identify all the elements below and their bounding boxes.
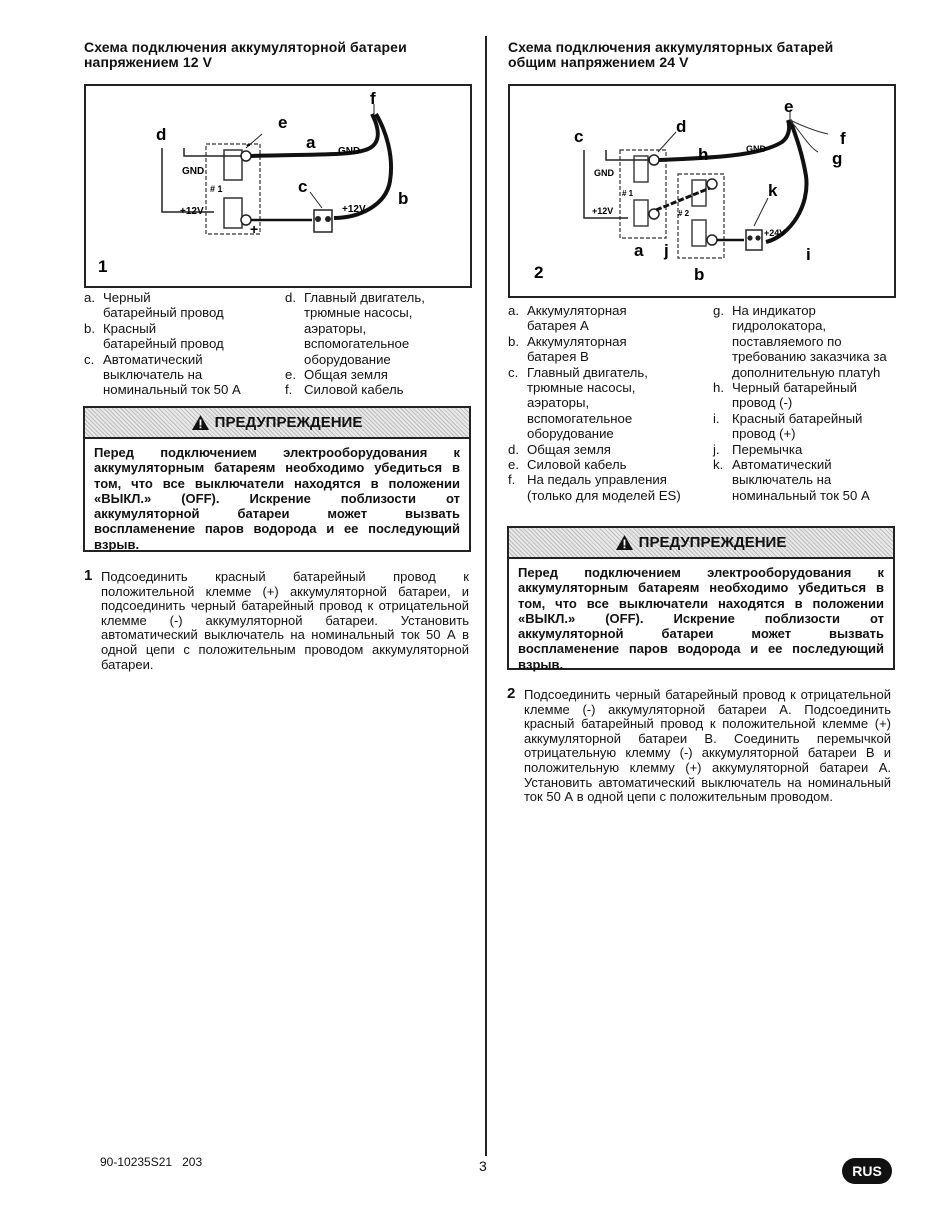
step-1-number: 1 [84,567,93,584]
left-title [84,40,474,70]
legend-text: Красный батарейный провод [103,320,224,352]
breaker-stud-2 [325,216,331,222]
legend-key: f. [285,382,293,398]
right-legend-col1 [508,303,708,503]
label-e: e [784,97,794,116]
step-1-text: Подсоединить красный батарейный провод к положительной клемме (+) аккумуляторной батареи, и подсоединить черный батарейный провод к отрицательной клемме (-) аккумуляторной батареи. Установить автоматический выключатель на номинальный ток 50 А в одной цепи с положительным проводом аккумуляторной батареи. [101,569,469,672]
plus-sign: + [250,221,259,237]
legend-text: Силовой кабель [304,382,404,398]
left-legend-col2 [285,290,475,398]
legend-key: h. [713,380,724,396]
battery-a-negative [649,155,659,165]
figure-1-number: 1 [98,257,108,276]
battery-cell-bottom [224,198,242,228]
label-d: d [156,125,167,144]
breaker-stud-2 [755,235,760,240]
legend-text: Главный двигатель, трюмные насосы, аэраторы, вспомогательное оборудование [527,364,648,442]
battery-1-label: # 1 [622,189,634,198]
warning-triangle-icon [616,535,633,550]
doc-code-text: 203 [182,1155,203,1169]
pointer-c [310,192,322,208]
left-title-line2: напряжением 12 V [84,54,213,70]
plus12-right-label: +12V [342,204,366,215]
warning-triangle-icon [192,415,209,430]
red-cable [334,114,391,218]
label-g: g [832,149,843,168]
legend-item [713,457,898,503]
legend-text: Общая земля [527,441,611,457]
plus12-label: +12V [592,206,614,216]
legend-key: d. [285,290,296,305]
label-d: d [676,117,687,136]
gnd-wire [184,148,242,156]
legend-key: c. [508,364,519,380]
legend-text: Аккумуляторная батарея А [527,303,627,334]
gnd-label-battery: GND [182,166,205,177]
label-i: i [806,245,811,264]
legend-item [713,380,898,411]
label-h: h [698,145,709,164]
legend-text: Красный батарейный провод (+) [732,410,863,442]
minus-sign: - [246,136,251,152]
warning-text: Перед подключением электрооборудования к аккумуляторным батареям необходимо убедиться в том, что все выключатели находятся в положении «ВЫКЛ.» (OFF). Искрение поблизости от аккумуляторной батареи может вызвать воспламенение паров водорода и ее последующий взрыв. [94,445,460,552]
legend-item [508,457,708,472]
legend-key: g. [713,303,724,318]
legend-key: a. [508,303,519,318]
warning-heading [509,528,893,559]
label-a: a [306,133,316,152]
figure-2-box [508,84,896,298]
plus24-label: +24V [764,228,786,238]
left-title-line1: Схема подключения аккумуляторной батареи [84,39,407,55]
legend-key: a. [84,290,95,305]
legend-item [285,290,475,367]
gnd-label-battery: GND [594,168,614,178]
left-legend-col1 [84,290,284,398]
figure-2-number: 2 [534,263,544,282]
label-a: a [634,241,644,260]
legend-text: На педаль управления (только для моделей ES) [527,472,681,503]
language-badge: RUS [842,1158,892,1184]
legend-text: Автоматический выключатель на номинальный ток 50 А [103,351,241,398]
legend-text: Силовой кабель [527,457,627,473]
battery-label: # 1 [210,184,223,194]
doc-number-text: 90-10235S21 [100,1155,173,1169]
legend-text: Аккумуляторная батарея В [527,333,627,365]
legend-text: Перемычка [732,441,803,457]
pointer-k [754,198,768,226]
figure-1-diagram [86,86,470,286]
legend-item [84,290,284,321]
warning-heading-text: ПРЕДУПРЕЖДЕНИЕ [638,534,787,551]
doc-number [100,1155,202,1169]
right-title-line2: общим напряжением 24 V [508,54,689,70]
legend-item [285,367,475,382]
negative-terminal [241,151,251,161]
legend-text: Автоматический выключатель на номинальный ток 50 А [732,457,870,503]
plus12-left-label: +12V [180,206,204,217]
right-warning-box [507,526,895,670]
legend-key: e. [285,367,296,383]
gnd-label-cable: GND [746,144,766,154]
legend-key: b. [84,320,95,336]
legend-item [508,472,708,503]
legend-key: k. [713,457,724,473]
breaker-stud-1 [315,216,321,222]
label-b: b [398,189,409,208]
column-divider [485,36,487,1156]
gnd-wire [606,150,650,160]
legend-text: Черный батарейный провод [103,290,224,321]
battery-b-cell-bottom [692,220,706,246]
battery-b-positive [707,235,717,245]
label-b: b [694,265,705,284]
legend-key: j. [713,441,720,457]
legend-item [713,411,898,442]
legend-key: c. [84,351,95,367]
left-warning-box [83,406,471,552]
gnd-label-cable: GND [338,146,361,157]
label-c: c [298,177,308,196]
right-title [508,40,908,70]
legend-key: i. [713,410,720,426]
legend-item [508,303,708,334]
pointer-d [658,132,676,152]
legend-text: На индикатор гидролокатора, поставляемого по требованию заказчика за дополнительную платуh [732,303,887,380]
legend-item [713,442,898,457]
legend-key: f. [508,472,516,488]
label-f: f [370,89,376,108]
legend-item [508,442,708,457]
legend-key: b. [508,333,519,349]
label-f: f [840,129,846,148]
battery-cell-top [224,150,242,180]
label-c: c [574,127,584,146]
label-k: k [768,181,778,200]
legend-key: d. [508,441,519,457]
legend-text: Главный двигатель, трюмные насосы, аэраторы, вспомогательное оборудование [304,290,425,367]
legend-text: Общая земля [304,367,388,383]
page-number: 3 [479,1158,487,1174]
step-2-number: 2 [507,685,516,702]
legend-text: Черный батарейный провод (-) [732,380,857,411]
figure-1-box [84,84,472,288]
legend-item [713,303,898,380]
warning-heading-text: ПРЕДУПРЕЖДЕНИЕ [214,414,363,431]
figure-2-diagram [510,86,894,296]
legend-item [508,334,708,365]
label-e: e [278,113,288,132]
right-legend-col2 [713,303,898,503]
legend-item [285,382,475,397]
legend-item [84,352,284,398]
step-2-text: Подсоединить черный батарейный провод к отрицательной клемме (-) аккумуляторной батареи А. Подсоединить красный батарейный провод к положительной клемме (+) аккумуляторной батареи В. Соединить перемычкой отрицательную клемму (-) аккумуляторной батареи В и положительную клемму (+) аккумуляторной батареи А. Установить автоматический выключатель на номинальный ток 50 А в одной цепи с положительным проводом. [524,687,891,805]
legend-item [84,321,284,352]
warning-text: Перед подключением электрооборудования к аккумуляторным батареям необходимо убедиться в том, что все выключатели находятся в положении «ВЫКЛ.» (OFF). Искрение поблизости от аккумуляторной батареи может вызвать воспламенение паров водорода и ее последующий взрыв. [518,565,884,672]
label-j: j [664,241,669,260]
battery-a-cell-bottom [634,200,648,226]
breaker-stud-1 [747,235,752,240]
battery-2-label: # 2 [678,209,690,218]
right-title-line1: Схема подключения аккумуляторных батарей [508,39,834,55]
warning-heading [85,408,469,439]
legend-key: e. [508,457,519,473]
legend-item [508,365,708,442]
